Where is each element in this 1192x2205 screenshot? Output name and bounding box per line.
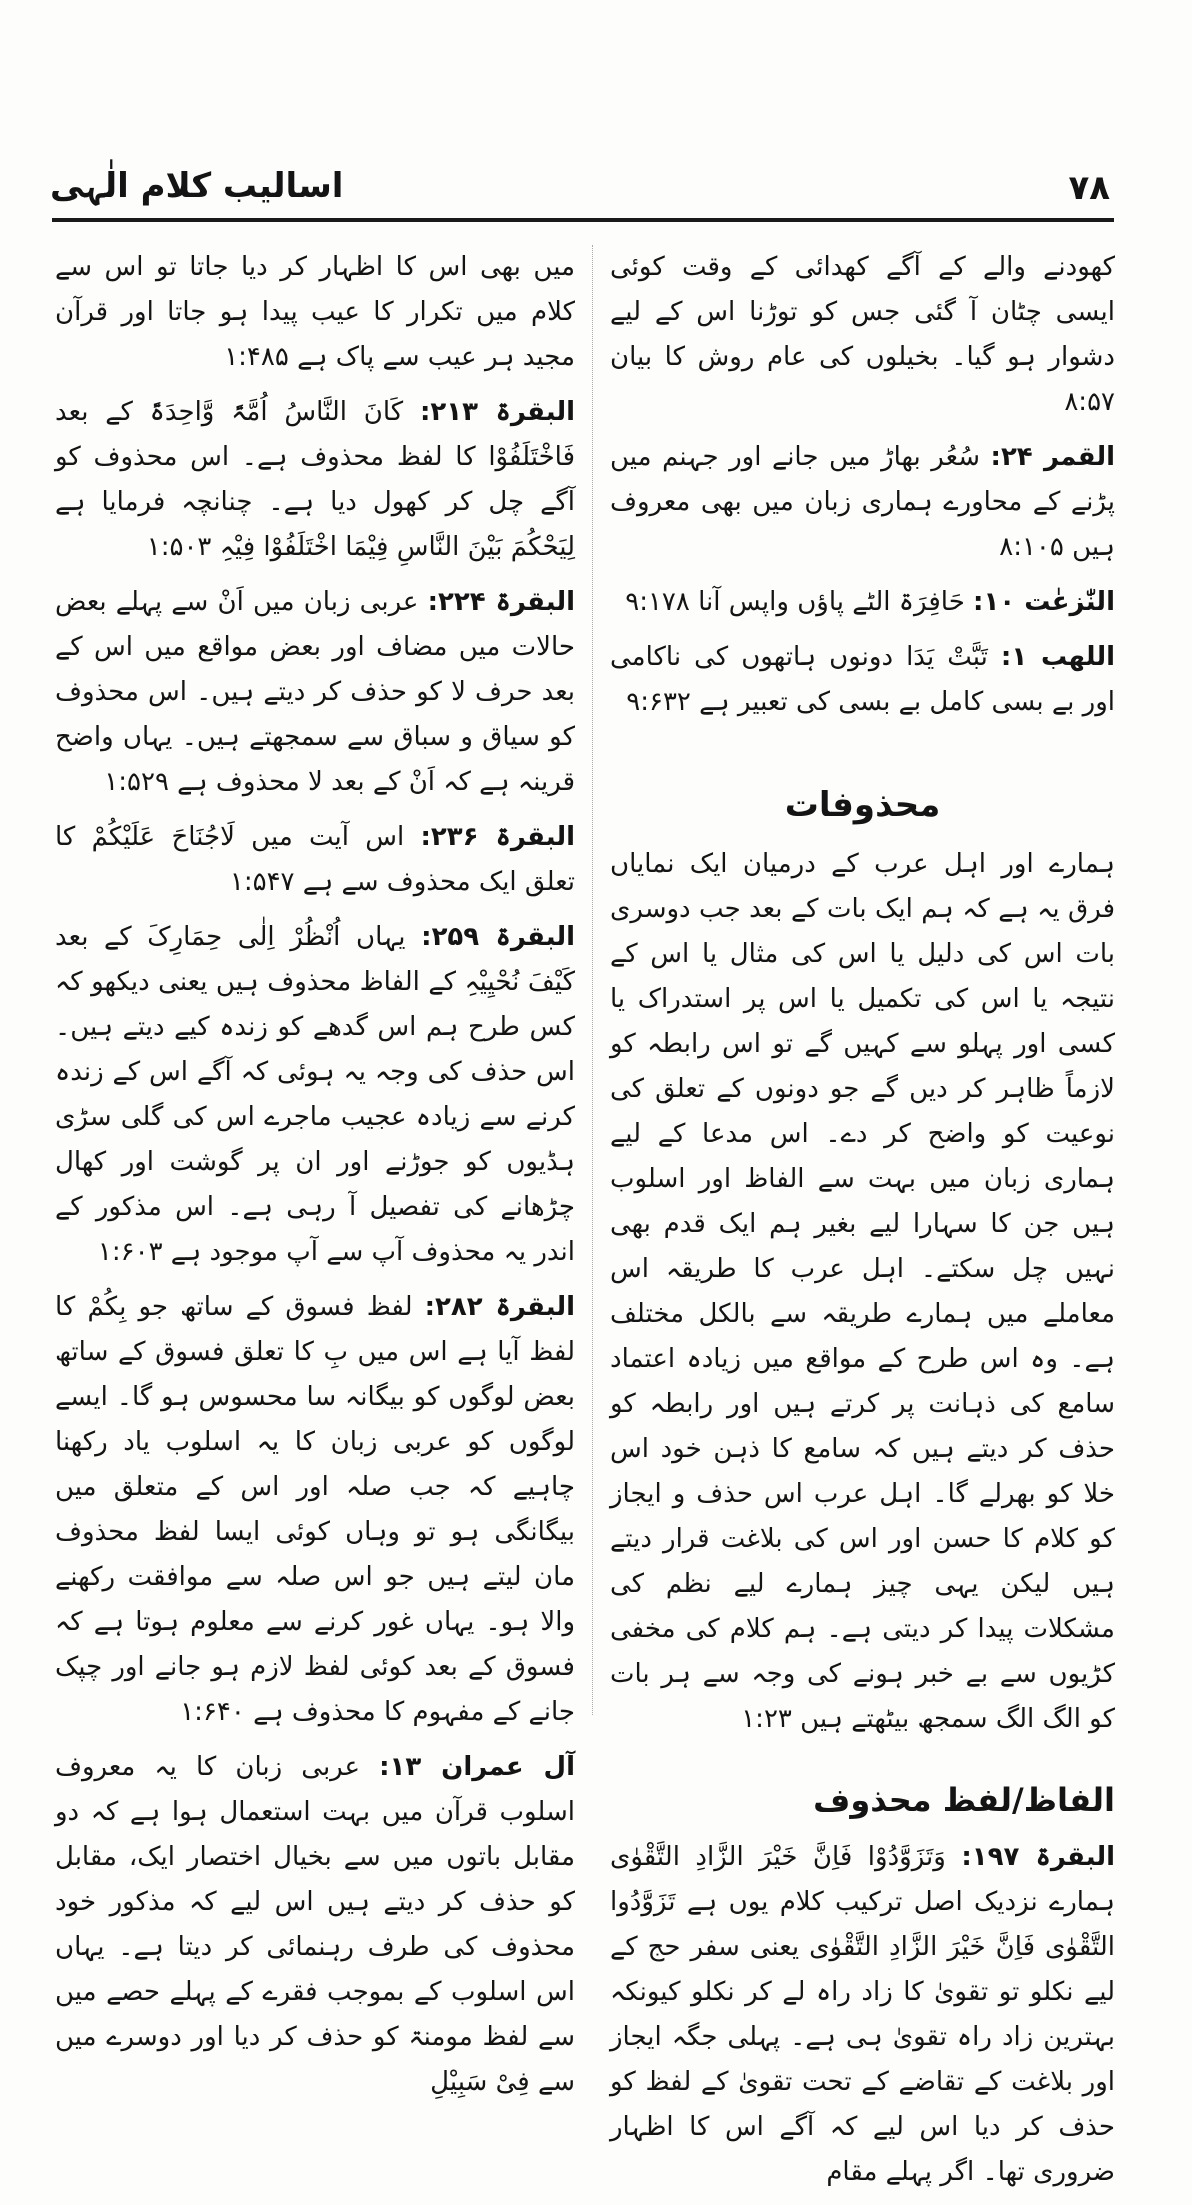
right-column xyxy=(610,245,1115,2205)
right-intro-paragraph: کھودنے والے کے آگے کھدائی کے وقت کوئی ایسی چٹان آ گئی جس کو توڑنا اس کے لیے دشوار ہو گیا۔ بخیلوں کی عام روش کا بیان ۸:۵۷ xyxy=(610,252,1115,417)
entry-baqarah-236 xyxy=(55,815,575,905)
entry-baqarah-197 xyxy=(610,1835,1115,2195)
entry-ref: البقرۃ ۱۹۷: xyxy=(961,1842,1115,1872)
entry-naziat-10 xyxy=(610,580,1115,625)
entry-baqarah-282 xyxy=(55,1285,575,1735)
entry-text: تَبَّتْ یَدَا دونوں ہاتھوں کی ناکامی اور بے بسی کامل بے بسی کی تعبیر ہے ۹:۶۳۲ xyxy=(610,642,1115,717)
header-rule xyxy=(52,218,1114,222)
entry-text: اس آیت میں لَاجُنَاحَ عَلَیْکُمْ کا تعلق ایک محذوف سے ہے ۱:۵۴۷ xyxy=(55,822,575,897)
entry-ref: البقرۃ ۲۵۹: xyxy=(421,922,576,952)
entry-ref: البقرۃ ۲۸۲: xyxy=(424,1292,575,1322)
entry-ref: النّٰزعٰت ۱۰: xyxy=(973,587,1115,617)
entry-ref: البقرۃ ۲۲۴: xyxy=(427,587,575,617)
entry-text: وَتَزَوَّدُوْا فَاِنَّ خَیْرَ الزَّادِ التَّقْوٰی ہمارے نزدیک اصل ترکیب کلام یوں ہے تَزَوَّدُوا التَّقْوٰی فَاِنَّ خَیْرَ الزَّادِ التَّقْوٰی یعنی سفر حج کے لیے نکلو تو تقویٰ کا زاد راہ لے کر نکلو کیونکہ بہترین زاد راہ تقویٰ ہی ہے۔ پہلی جگہ ایجاز اور بلاغت کے تقاضے کے تحت تقویٰ کے لفظ کو حذف کر دیا اس لیے کہ آگے اس کا اظہار ضروری تھا۔ اگر پہلے مقام xyxy=(610,1842,1115,2187)
entry-ref: القمر ۲۴: xyxy=(990,442,1116,472)
entry-aal-imran-13 xyxy=(55,1745,575,2105)
section-paragraph: ہمارے اور اہل عرب کے درمیان ایک نمایاں فرق یہ ہے کہ ہم ایک بات کے بعد جب دوسری بات اس کی دلیل یا اس کی مثال یا اس کے نتیجہ یا اس کی تکمیل یا اس پر استدراک یا کسی اور پہلو سے کہیں گے تو اس رابطہ کو لازماً ظاہر کر دیں گے جو دونوں کے تعلق کی نوعیت کو واضح کر دے۔ اس مدعا کے لیے ہماری زبان میں بہت سے الفاظ اور اسلوب ہیں جن کا سہارا لیے بغیر ہم ایک قدم بھی نہیں چل سکتے۔ اہل عرب کا طریقہ اس معاملے میں ہمارے طریقہ سے بالکل مختلف ہے۔ وہ اس طرح کے مواقع میں زیادہ اعتماد سامع کی ذہانت پر کرتے ہیں اور رابطہ کو حذف کر دیتے ہیں کہ سامع کا ذہن خود اس خلا کو بھرلے گا۔ اہل عرب اس حذف و ایجاز کو کلام کا حسن اور اس کی بلاغت قرار دیتے ہیں لیکن یہی چیز ہمارے لیے نظم کی مشکلات پیدا کر دیتی ہے۔ ہم کلام کی مخفی کڑیوں سے بے خبر ہونے کی وجہ سے ہر بات کو الگ الگ سمجھ بیٹھتے ہیں ۱:۲۳ xyxy=(610,849,1115,1734)
page-number: ۷۸ xyxy=(1068,168,1110,208)
running-header-book-title: اسالیب کلام الٰہی xyxy=(50,166,344,206)
entry-text: سُعُر بھاڑ میں جانے اور جہنم میں پڑنے کے محاورے ہماری زبان میں بھی معروف ہیں ۸:۱۰۵ xyxy=(610,442,1115,562)
entry-lahab-1 xyxy=(610,635,1115,725)
entry-ref: البقرۃ ۲۳۶: xyxy=(420,822,575,852)
entry-text: یہاں اُنْظُرْ اِلٰی حِمَارِکَ کے بعد کَیْفَ نُحْیِیْہِ کے الفاظ محذوف ہیں یعنی دیکھو کہ کس طرح ہم اس گدھے کو زندہ کیے دیتے ہیں۔ اس حذف کی وجہ یہ ہوئی کہ آگے اس کے زندہ کرنے سے زیادہ عجیب ماجرے اس کی گلی سڑی ہڈیوں کو جوڑنے اور ان پر گوشت اور کھال چڑھانے کی تفصیل آ رہی ہے۔ اس مذکور کے اندر یہ محذوف آپ سے آپ موجود ہے ۱:۶۰۳ xyxy=(55,922,575,1267)
subheading-alfaz-mahzuf: الفاظ/لفظ محذوف xyxy=(813,1781,1115,1819)
entry-text: عربی زبان میں اَنْ سے پہلے بعض حالات میں مضاف اور بعض مواقع میں اس کے بعد حرف لا کو حذف کر دیتے ہیں۔ اس محذوف کو سیاق و سباق سے سمجھتے ہیں۔ یہاں واضح قرینہ ہے کہ اَنْ کے بعد لا محذوف ہے ۱:۵۲۹ xyxy=(55,587,575,797)
entry-text: حَافِرَۃ الٹے پاؤں واپس آنا ۹:۱۷۸ xyxy=(625,587,965,617)
entry-ref: البقرۃ ۲۱۳: xyxy=(419,397,575,427)
entry-qamar-24 xyxy=(610,435,1115,570)
entry-text: لفظ فسوق کے ساتھ جو بِکُمْ کا لفظ آیا ہے اس میں بِ کا تعلق فسوق کے ساتھ بعض لوگوں کو بیگانہ سا محسوس ہو گا۔ ایسے لوگوں کو عربی زبان کا یہ اسلوب یاد رکھنا چاہیے کہ جب صلہ اور اس کے متعلق میں بیگانگی ہو تو وہاں کوئی ایسا لفظ محذوف مان لیتے ہیں جو اس صلہ سے موافقت رکھنے والا ہو۔ یہاں غور کرنے سے معلوم ہوتا ہے کہ فسوق کے بعد کوئی لفظ لازم ہو جانے اور چپک جانے کے مفہوم کا محذوف ہے ۱:۶۴۰ xyxy=(55,1292,575,1727)
section-heading-mahzufat: محذوفات xyxy=(784,785,941,825)
entry-text: کَانَ النَّاسُ اُمَّۃً وَّاحِدَۃً کے بعد فَاخْتَلَفُوْا کا لفظ محذوف ہے۔ اس محذوف کو آگے چل کر کھول دیا ہے۔ چنانچہ فرمایا ہے لِیَحْکُمَ بَیْنَ النَّاسِ فِیْمَا اخْتَلَفُوْا فِیْہِ ۱:۵۰۳ xyxy=(55,397,575,562)
left-intro-paragraph: میں بھی اس کا اظہار کر دیا جاتا تو اس سے کلام میں تکرار کا عیب پیدا ہو جاتا اور قرآن مجید ہر عیب سے پاک ہے ۱:۴۸۵ xyxy=(55,252,575,372)
entry-ref: اللھب ۱: xyxy=(1000,642,1115,672)
left-column xyxy=(55,245,575,2115)
entry-text: عربی زبان کا یہ معروف اسلوب قرآن میں بہت استعمال ہوا ہے کہ دو مقابل باتوں میں سے بخیال اختصار ایک، مقابل کو حذف کر دیتے ہیں اس لیے کہ مذکور خود محذوف کی طرف رہنمائی کر دیتا ہے۔ یہاں اس اسلوب کے بموجب فقرے کے پہلے حصے میں سے لفظ مومنۃ کو حذف کر دیا اور دوسرے میں سے فِیْ سَبِیْلِ xyxy=(55,1752,575,2097)
entry-baqarah-259 xyxy=(55,915,575,1275)
column-divider xyxy=(592,245,593,1715)
entry-baqarah-224 xyxy=(55,580,575,805)
entry-ref: آل عمران ۱۳: xyxy=(379,1752,575,1782)
entry-baqarah-213 xyxy=(55,390,575,570)
